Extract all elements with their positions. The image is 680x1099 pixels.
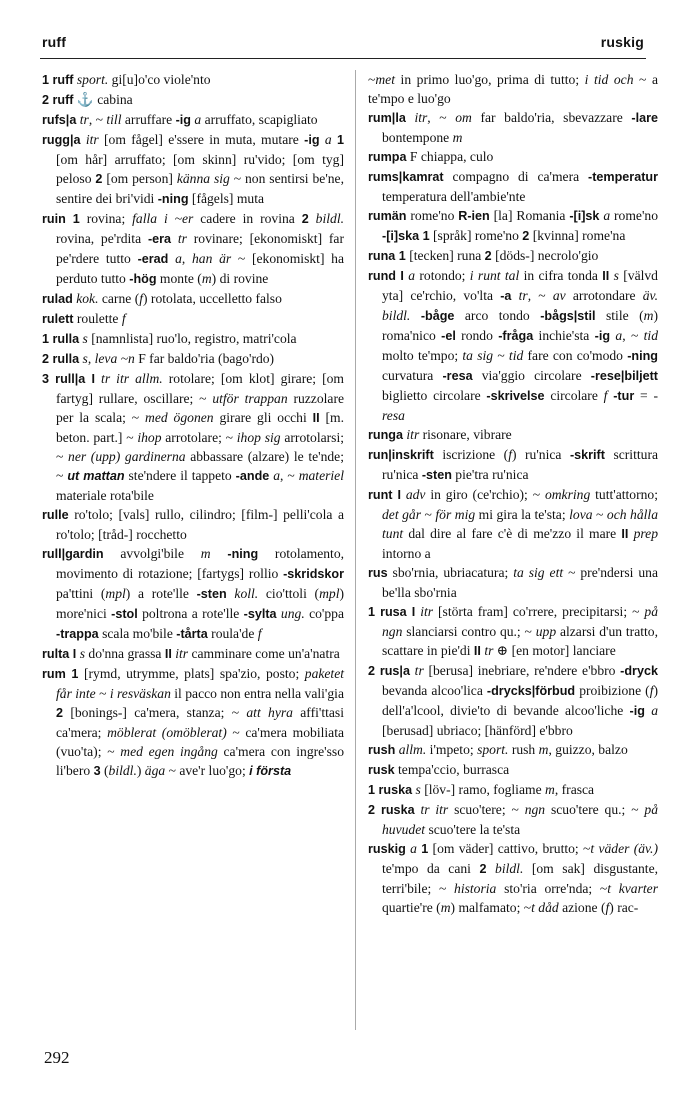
dictionary-entry: 2 rus|a tr [berusa] inebriare, re'ndere e'bbro -dryck bevanda alcoo'lica -drycks|förbud proibizione (f) dell'a'lcool, divie'to di bevande alcoo'liche -ig a [berusad] ubriaco; [hänförd] e'bbro	[368, 663, 658, 738]
dictionary-entry: rull|gardin avvolgi'bile m -ning rotolamento, movimento di rotazione; [fartygs] rollio -skridskor pa'ttini (mpl) a rote'lle -sten koll. cio'ttoli (mpl) more'nici -stol poltrona a rote'lle -sylta ung. co'ppa -trappa scala mo'bile -tårta roula'de f	[42, 546, 345, 641]
dictionary-entry: rusk tempa'ccio, burrasca	[368, 762, 510, 777]
dictionary-entry: ruin 1 rovina; falla i ~er cadere in rovina 2 bildl. rovina, pe'rdita -era tr rovinare; [ekonomiskt] far pe'rdere tutto -erad a, han är ~ [ekonomiskt] ha perduto tutto -hög monte (m) di rovine	[42, 211, 345, 286]
dictionary-entry: rumän rome'no R-ien [la] Romania -[i]sk a rome'no -[i]ska 1 [språk] rome'no 2 [kvinna] rome'na	[368, 208, 658, 243]
dictionary-entry: run|inskrift iscrizione (f) ru'nica -skrift scrittura ru'nica -sten pie'tra ru'nica	[368, 447, 658, 482]
dictionary-entry: rulad kok. carne (f) rotolata, uccelletto falso	[42, 291, 282, 306]
left-column	[42, 70, 344, 781]
dictionary-entry: rufs|a tr, ~ till arruffare -ig a arruffato, scapigliato	[42, 112, 318, 127]
dictionary-entry: ~met in primo luo'go, prima di tutto; i tid och ~ a te'mpo e luo'go	[368, 72, 658, 106]
dictionary-entry: 2 ruska tr itr scuo'tere; ~ ngn scuo'tere qu.; ~ på huvudet scuo'tere la te'sta	[368, 802, 658, 837]
dictionary-entry: rus sbo'rnia, ubriacatura; ta sig ett ~ pre'ndersi una be'lla sbo'rnia	[368, 565, 658, 600]
dictionary-entry: rulett roulette f	[42, 311, 126, 326]
dictionary-entry: rulta I s do'nna grassa II itr camminare come un'a'natra	[42, 646, 340, 661]
dictionary-entry: 1 rulla s [namnlista] ruo'lo, registro, matri'cola	[42, 331, 297, 346]
dictionary-entry: rund I a rotondo; i runt tal in cifra tonda II s [välvd yta] ce'rchio, vo'lta -a tr, ~ av arrotondare äv. bildl. -båge arco tondo -bågs|stil stile (m) roma'nico -el rondo -fråga inchie'sta -ig a, ~ tid molto te'mpo; ta sig ~ tid fare con co'modo -ning curvatura -resa via'ggio circolare -rese|biljett biglietto circolare -skrivelse circolare f -tur = -resa	[368, 268, 658, 423]
dictionary-entry: ruskig a 1 [om väder] cattivo, brutto; ~t väder (äv.) te'mpo da cani 2 bildl. [om sak] disgustante, terri'bile; ~ historia sto'ria orre'nda; ~t kvarter quartie're (m) malfamato; ~t dåd azione (f) rac-	[368, 841, 659, 915]
dictionary-entry: rugg|a itr [om fågel] e'ssere in muta, mutare -ig a 1 [om hår] arruffato; [om skinn] ru'vido; [om tyg] peloso 2 [om person] känna sig ~ non sentirsi be'ne, sentire dei bri'vidi -ning [fågels] muta	[42, 132, 344, 206]
header-first-entry: ruff	[42, 34, 67, 50]
dictionary-entry: runt I adv in giro (ce'rchio); ~ omkring tutt'attorno; det går ~ för mig mi gira la te'sta; lova ~ och hålla tunt dal dire al fare c'è di me'zzo il mare II prep intorno a	[368, 487, 658, 561]
dictionary-entry: 1 ruff sport. gi[u]o'co viole'nto	[42, 72, 211, 87]
dictionary-entry: rum 1 [rymd, utrymme, plats] spa'zio, posto; paketet får inte ~ i resväskan il pacco non entra nella vali'gia 2 [bonings-] ca'mera, stanza; ~ att hyra affi'ttasi ca'mera; möblerat (omöblerat) ~ ca'mera mobiliata (vuo'ta); ~ med egen ingång ca'mera con ingre'sso li'bero 3 (bildl.) äga ~ ave'r luo'go; i första	[42, 666, 345, 778]
dictionary-entry: rulle ro'tolo; [vals] rullo, cilindro; [film-] pelli'cola a ro'tolo; [tråd-] rocchetto	[42, 507, 344, 542]
dictionary-entry: rush allm. i'mpeto; sport. rush m, guizzo, balzo	[368, 742, 628, 757]
dictionary-entry: rumpa F chiappa, culo	[368, 149, 494, 164]
dictionary-entry: 2 rulla s, leva ~n F far baldo'ria (bago'rdo)	[42, 351, 275, 366]
column-divider	[355, 70, 356, 1030]
dictionary-entry: runga itr risonare, vibrare	[368, 427, 512, 442]
header-last-entry: ruskig	[600, 34, 644, 50]
header-rule	[40, 58, 646, 59]
dictionary-entry: 3 rull|a I tr itr allm. rotolare; [om klot] girare; [om fartyg] rullare, oscillare; ~ utför trappan ruzzolare per la scala; ~ med ögonen girare gli occhi II [m. beton. part.] ~ ihop arrotolare; ~ ihop sig arrotolarsi; ~ ner (upp) gardinerna abbassare (alzare) le te'nde; ~ ut mattan ste'ndere il tappeto -ande a, ~ materiel materiale rota'bile	[42, 371, 345, 503]
dictionary-entry: rum|la itr, ~ om far baldo'ria, sbevazzare -lare bontempone m	[368, 110, 658, 145]
dictionary-entry: 2 ruff ⚓ cabina	[42, 92, 133, 107]
page-number: 292	[44, 1048, 70, 1067]
dictionary-entry: 1 ruska s [löv-] ramo, fogliame m, frasca	[368, 782, 595, 797]
dictionary-entry: rums|kamrat compagno di ca'mera -temperatur temperatura dell'ambie'nte	[368, 169, 658, 204]
dictionary-entry: runa 1 [tecken] runa 2 [döds-] necrolo'gio	[368, 248, 599, 263]
dictionary-entry: 1 rusa I itr [störta fram] co'rrere, precipitarsi; ~ på ngn slanciarsi contro qu.; ~ upp alzarsi d'un tratto, scattare in pie'di II tr ⊕ [en motor] lanciare	[368, 604, 658, 658]
right-column	[368, 70, 658, 917]
